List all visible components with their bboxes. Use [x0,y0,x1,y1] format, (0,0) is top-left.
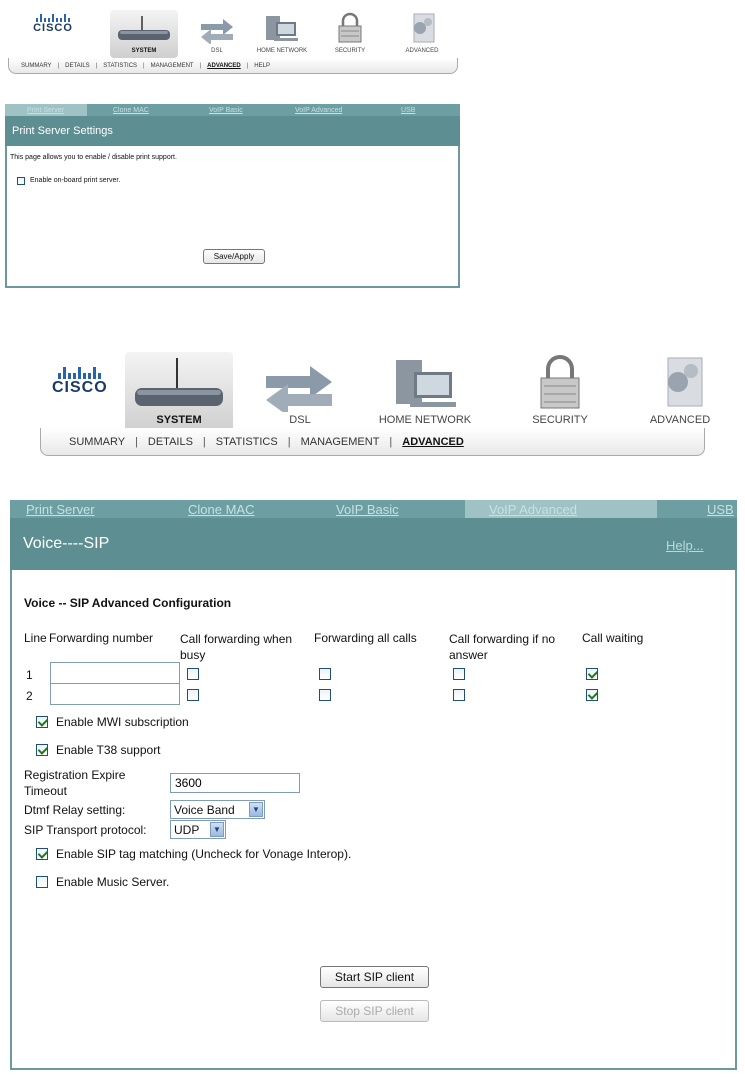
computer-icon [262,14,302,44]
gears-icon [658,354,708,410]
router-icon [114,14,174,44]
nav-home-network[interactable] [250,10,314,58]
col-line: Line [24,631,47,645]
col-forwarding-number: Forwarding number [49,631,154,645]
forward-all-checkbox-1[interactable] [319,668,331,680]
nav-system-label-large: SYSTEM [156,414,202,426]
tab-usb[interactable]: USB [401,106,416,114]
subnav-separator: | [287,435,291,448]
subnav-advanced[interactable]: ADVANCED [402,435,464,448]
bottom-subnav [40,428,705,456]
subnav-separator: | [95,62,98,69]
cisco-wordmark-large: CISCO [52,379,108,396]
nav-advanced-label: ADVANCED [405,48,439,54]
line-number: 1 [26,668,33,682]
t38-checkbox[interactable] [36,744,48,756]
subnav-summary[interactable]: SUMMARY [21,62,52,69]
forwarding-number-input-1[interactable] [50,662,180,684]
reg-expire-label: Registration Expire [24,768,126,782]
cf-no-answer-checkbox-1[interactable] [453,668,465,680]
col-forward-all: Forwarding all calls [314,631,417,645]
subnav-details[interactable]: DETAILS [147,435,193,448]
cisco-bars-icon-large [52,367,106,379]
subnav-statistics[interactable]: STATISTICS [103,62,138,69]
cisco-wordmark: CISCO [33,22,73,34]
col-call-waiting: Call waiting [582,631,644,645]
transport-label: SIP Transport protocol: [24,823,147,837]
voip-panel-body [10,570,737,1070]
dtmf-select[interactable] [170,800,265,819]
padlock-icon [535,354,585,410]
mwi-label: Enable MWI subscription [56,715,189,729]
t38-label: Enable T38 support [56,743,161,757]
tab-voip-advanced[interactable]: VoIP Advanced [295,106,343,114]
nav-dsl-label: DSL [211,48,223,54]
print-panel-titlebar [5,116,460,146]
nav-security-label-large: SECURITY [532,414,588,426]
tab-voip-basic[interactable]: VoIP Basic [209,106,243,114]
line-number: 2 [26,689,33,703]
sip-tag-label: Enable SIP tag matching (Uncheck for Vonage Interop). [56,847,352,861]
col-cf-no-answer: Call forwarding if no answer [449,632,556,662]
call-waiting-checkbox-2[interactable] [586,689,598,701]
cf-no-answer-checkbox-2[interactable] [453,689,465,701]
subnav-management[interactable]: MANAGEMENT [150,62,194,69]
forward-all-checkbox-2[interactable] [319,689,331,701]
nav-security-label: SECURITY [334,48,366,54]
chevron-down-icon: ▼ [249,802,263,817]
padlock-icon [335,12,365,44]
reg-expire-label-line2: Timeout [24,784,67,798]
tab-print-server[interactable]: Print Server [26,501,95,517]
computer-icon [390,358,460,412]
print-panel-body [5,146,460,288]
cisco-logo-large [52,367,106,397]
nav-advanced[interactable] [392,10,452,58]
nav-home-network-label: HOME NETWORK [256,48,308,54]
help-link[interactable]: Help... [666,538,704,553]
subnav-separator: | [143,62,145,69]
subnav-help[interactable]: HELP [254,62,270,69]
voip-panel-tabbar [10,500,737,518]
cisco-logo [28,14,78,34]
nav-system[interactable] [110,10,178,58]
print-panel-title: Print Server Settings [12,125,113,137]
dsl-arrows-icon [197,14,237,44]
subnav-separator: | [57,62,60,69]
transport-select-value: UDP [174,822,200,837]
gears-icon [408,12,438,44]
print-server-label: Enable on-board print server. [30,177,121,184]
cisco-bars-icon [28,14,78,22]
mwi-checkbox[interactable] [36,716,48,728]
nav-home-network-large[interactable] [370,352,480,432]
subnav-summary[interactable]: SUMMARY [69,435,126,448]
tab-voip-basic[interactable]: VoIP Basic [336,501,399,517]
print-description: This page allows you to enable / disable print support. [10,154,177,161]
top-header [0,0,470,78]
tab-voip-advanced[interactable]: VoIP Advanced [465,500,657,518]
voip-panel-titlebar [10,518,737,570]
transport-select[interactable] [170,820,226,839]
tab-usb[interactable]: USB [707,501,734,517]
sip-tag-checkbox[interactable] [36,848,48,860]
dtmf-select-value: Voice Band [174,802,235,817]
subnav-management[interactable]: MANAGEMENT [300,435,380,448]
subnav-separator: | [389,435,393,448]
top-subnav [8,58,458,74]
subnav-separator: | [202,435,206,448]
nav-advanced-large[interactable] [630,352,730,432]
cf-busy-checkbox-1[interactable] [187,668,199,680]
nav-security[interactable] [320,10,380,58]
tab-clone-mac[interactable]: Clone MAC [188,501,255,517]
subnav-statistics[interactable]: STATISTICS [215,435,278,448]
nav-home-network-label-large: HOME NETWORK [378,414,472,426]
voip-panel-title: Voice----SIP [23,535,110,552]
cf-busy-checkbox-2[interactable] [187,689,199,701]
subnav-separator: | [199,62,202,69]
dsl-arrows-icon [260,360,340,412]
nav-advanced-label-large: ADVANCED [649,414,711,426]
tab-print-server[interactable]: Print Server [5,104,87,116]
nav-dsl-large[interactable] [250,352,350,432]
call-waiting-checkbox-1[interactable] [586,668,598,680]
music-server-checkbox[interactable] [36,876,48,888]
print-server-checkbox[interactable] [17,177,25,185]
stop-sip-button[interactable]: Stop SIP client [320,1000,429,1022]
tab-clone-mac[interactable]: Clone MAC [113,106,149,114]
save-apply-button[interactable]: Save/Apply [203,249,265,264]
router-icon [129,356,229,412]
subnav-separator: | [135,435,138,448]
col-cf-busy: Call forwarding when busy [180,632,293,662]
dtmf-label: Dtmf Relay setting: [24,803,126,817]
music-server-label: Enable Music Server. [56,875,170,889]
subnav-separator: | [246,62,249,69]
subnav-advanced[interactable]: ADVANCED [207,62,241,69]
chevron-down-icon: ▼ [210,822,224,837]
start-sip-button[interactable]: Start SIP client [320,966,429,988]
nav-dsl-label-large: DSL [289,414,311,426]
nav-system-large[interactable] [125,352,233,432]
reg-expire-input[interactable] [170,773,300,793]
nav-dsl[interactable] [192,10,242,58]
section-heading: Voice -- SIP Advanced Configuration [24,596,232,610]
forwarding-number-input-2[interactable] [50,683,180,705]
nav-system-label: SYSTEM [131,48,157,54]
print-panel-tabbar [5,104,460,116]
bottom-header [0,345,745,460]
nav-security-large[interactable] [510,352,610,432]
subnav-details[interactable]: DETAILS [65,62,90,69]
